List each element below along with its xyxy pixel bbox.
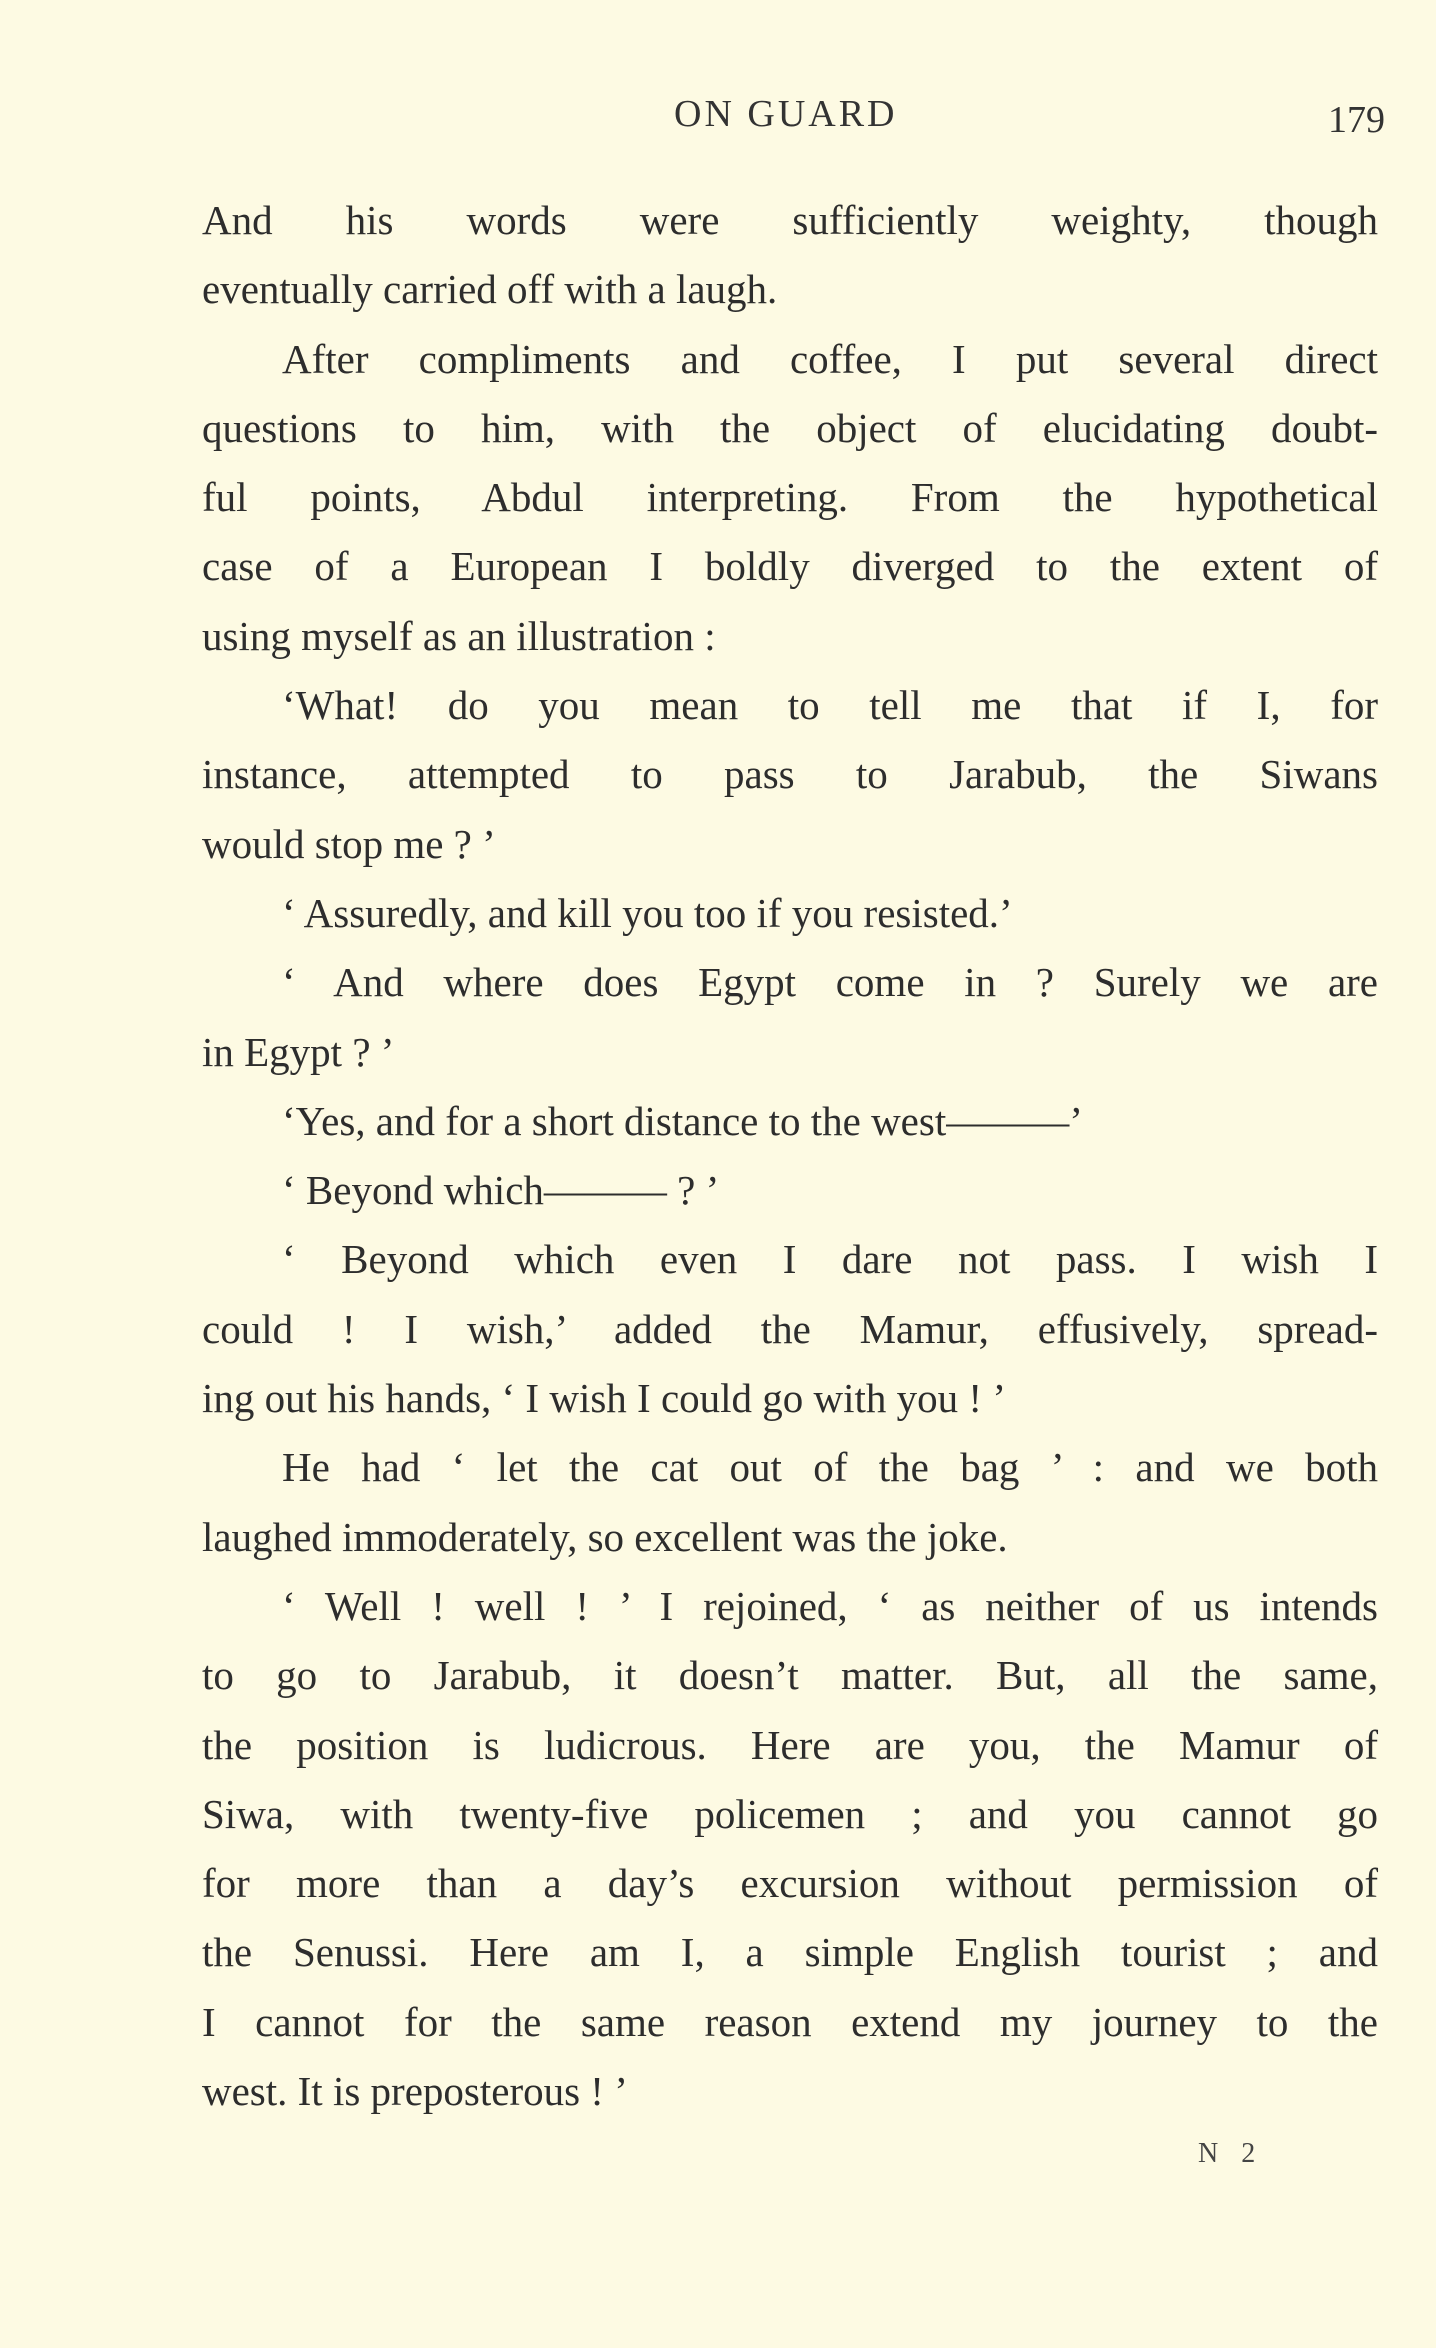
text-line: ‘What! do you mean to tell me that if I, for (282, 682, 1378, 729)
text-line: ‘ Beyond which even I dare not pass. I wish I (282, 1236, 1378, 1283)
text-line: instance, attempted to pass to Jarabub, the Siwans (202, 751, 1378, 798)
text-line: using myself as an illustration : (202, 612, 716, 659)
text-line: the position is ludicrous. Here are you, the Mamur of (202, 1721, 1378, 1768)
page-number: 179 (1328, 99, 1385, 141)
text-line: ‘ And where does Egypt come in ? Surely we are (282, 959, 1378, 1006)
text-line: He had ‘ let the cat out of the bag ’ : and we both (282, 1444, 1378, 1491)
text-line: ‘ Assuredly, and kill you too if you resisted.’ (282, 889, 1013, 936)
text-line: could ! I wish,’ added the Mamur, effusively, spread- (202, 1305, 1378, 1352)
text-line: in Egypt ? ’ (202, 1028, 395, 1075)
text-line: the Senussi. Here am I, a simple English tourist ; and (202, 1929, 1378, 1976)
text-line: ‘Yes, and for a short distance to the west———’ (282, 1097, 1083, 1144)
text-line: for more than a day’s excursion without permission of (202, 1860, 1378, 1907)
text-line: would stop me ? ’ (202, 820, 496, 867)
text-line: west. It is preposterous ! ’ (202, 2068, 628, 2115)
text-line: ‘ Beyond which——— ? ’ (282, 1167, 720, 1214)
text-line: After compliments and coffee, I put several direct (282, 335, 1378, 382)
text-line: ‘ Well ! well ! ’ I rejoined, ‘ as neither of us intends (282, 1582, 1378, 1629)
text-line: ful points, Abdul interpreting. From the hypothetical (202, 474, 1378, 521)
running-title: ON GUARD (674, 93, 898, 135)
body-text (202, 186, 1378, 2126)
text-line: eventually carried off with a laugh. (202, 266, 778, 313)
text-line: And his words were sufficiently weighty, though (202, 197, 1378, 243)
text-line: to go to Jarabub, it doesn’t matter. But, all the same, (202, 1652, 1378, 1699)
text-line: questions to him, with the object of elucidating doubt- (202, 404, 1378, 451)
text-line: laughed immoderately, so excellent was the joke. (202, 1513, 1008, 1560)
text-line: case of a European I boldly diverged to the extent of (202, 543, 1378, 590)
text-line: Siwa, with twenty-five policemen ; and you cannot go (202, 1790, 1378, 1837)
running-head (0, 92, 1436, 142)
text-line: I cannot for the same reason extend my journey to the (202, 1998, 1378, 2045)
text-line: ing out his hands, ‘ I wish I could go with you ! ’ (202, 1375, 1006, 1422)
signature-mark: N 2 (1198, 2138, 1264, 2169)
